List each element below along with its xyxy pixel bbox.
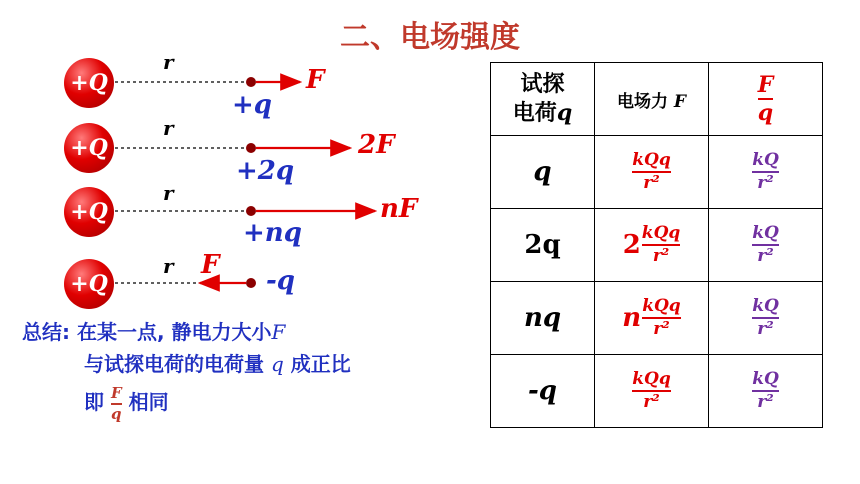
force-coefficient: 2 [622, 230, 641, 260]
header-col1-var: q [556, 99, 573, 126]
test-charge-dot-3 [246, 206, 256, 216]
table-row [491, 282, 823, 355]
test-charge-label-3: +nq [243, 218, 302, 248]
ratio-fraction [752, 371, 779, 411]
header-test-charge [491, 63, 595, 136]
force-fraction [642, 298, 680, 338]
force-num: kQq [632, 369, 671, 389]
source-charge-4: +Q [64, 259, 114, 309]
summary-line2-suffix: 成正比 [290, 352, 351, 376]
test-charge-label-2: +2q [236, 156, 295, 186]
force-label-2: 2F [358, 130, 395, 160]
force-num: kQq [632, 150, 671, 170]
ratio-den: r² [757, 246, 774, 266]
force-den: r² [643, 392, 660, 412]
force-num: kQq [641, 223, 681, 243]
test-charge-dot-1 [246, 77, 256, 87]
header-electric-force [595, 63, 709, 136]
summary-line-1 [22, 316, 351, 348]
table-row [491, 209, 823, 282]
summary-line1-var: F [271, 320, 286, 344]
distance-label-2: r [163, 116, 174, 140]
summary-line-3 [22, 380, 351, 424]
page-title: 二、电场强度 [340, 20, 520, 55]
table-row [491, 355, 823, 428]
ratio-fraction [752, 152, 779, 192]
force-den: r² [653, 319, 670, 339]
ratio-num: kQ [752, 369, 779, 389]
summary-line3-text: 即 [84, 390, 104, 414]
ratio-den: r² [757, 173, 774, 193]
distance-label-1: r [163, 50, 174, 74]
field-strength-table [490, 62, 823, 428]
distance-label-3: r [163, 181, 174, 205]
force-num: kQq [642, 296, 681, 316]
source-charge-2: +Q [64, 123, 114, 173]
header-ratio-num: F [757, 72, 774, 98]
table-header-row [491, 63, 823, 136]
row-charge: -q [528, 376, 557, 406]
ratio-fraction [752, 225, 779, 265]
row-charge: 2q [524, 230, 561, 260]
force-label-4: F [201, 250, 220, 280]
force-label-1: F [306, 65, 325, 95]
summary-line2-text: 与试探电荷的电荷量 [84, 352, 264, 376]
test-charge-label-1: +q [232, 90, 272, 120]
summary-frac-den: q [111, 404, 122, 423]
force-den: r² [643, 173, 660, 193]
test-charge-dot-2 [246, 143, 256, 153]
summary-line-2 [22, 348, 351, 380]
test-charge-dot-4 [246, 278, 256, 288]
header-col1-line2: 电荷 [512, 100, 557, 126]
table-row [491, 136, 823, 209]
test-charge-label-4: -q [266, 266, 295, 296]
ratio-den: r² [757, 319, 774, 339]
ratio-den: r² [757, 392, 774, 412]
force-den: r² [652, 246, 670, 266]
ratio-num: kQ [752, 223, 779, 243]
ratio-fraction [752, 298, 779, 338]
summary-text [22, 316, 351, 424]
summary-line1-text: 总结: 在某一点, 静电力大小 [22, 320, 272, 344]
ratio-num: kQ [752, 150, 779, 170]
source-charge-3: +Q [64, 187, 114, 237]
force-fraction [632, 371, 670, 411]
row-charge: q [533, 157, 552, 187]
force-label-3: nF [380, 194, 418, 224]
distance-label-4: r [163, 254, 174, 278]
summary-ratio-fraction [110, 383, 122, 423]
header-ratio-fraction [758, 74, 774, 124]
header-col1-line1: 试探 [520, 71, 565, 97]
summary-line3-suffix: 相同 [128, 390, 169, 414]
summary-frac-num: F [110, 383, 122, 402]
header-ratio-den: q [757, 100, 774, 126]
source-charge-1: +Q [64, 58, 114, 108]
header-col2-text: 电场力 [617, 91, 668, 112]
force-fraction [632, 152, 670, 192]
header-ratio [709, 63, 823, 136]
row-charge: nq [523, 303, 562, 333]
ratio-num: kQ [752, 296, 779, 316]
header-col2-var: F [673, 91, 686, 112]
summary-line2-var: q [270, 352, 284, 376]
force-coefficient: n [622, 303, 642, 333]
force-fraction [642, 225, 680, 265]
